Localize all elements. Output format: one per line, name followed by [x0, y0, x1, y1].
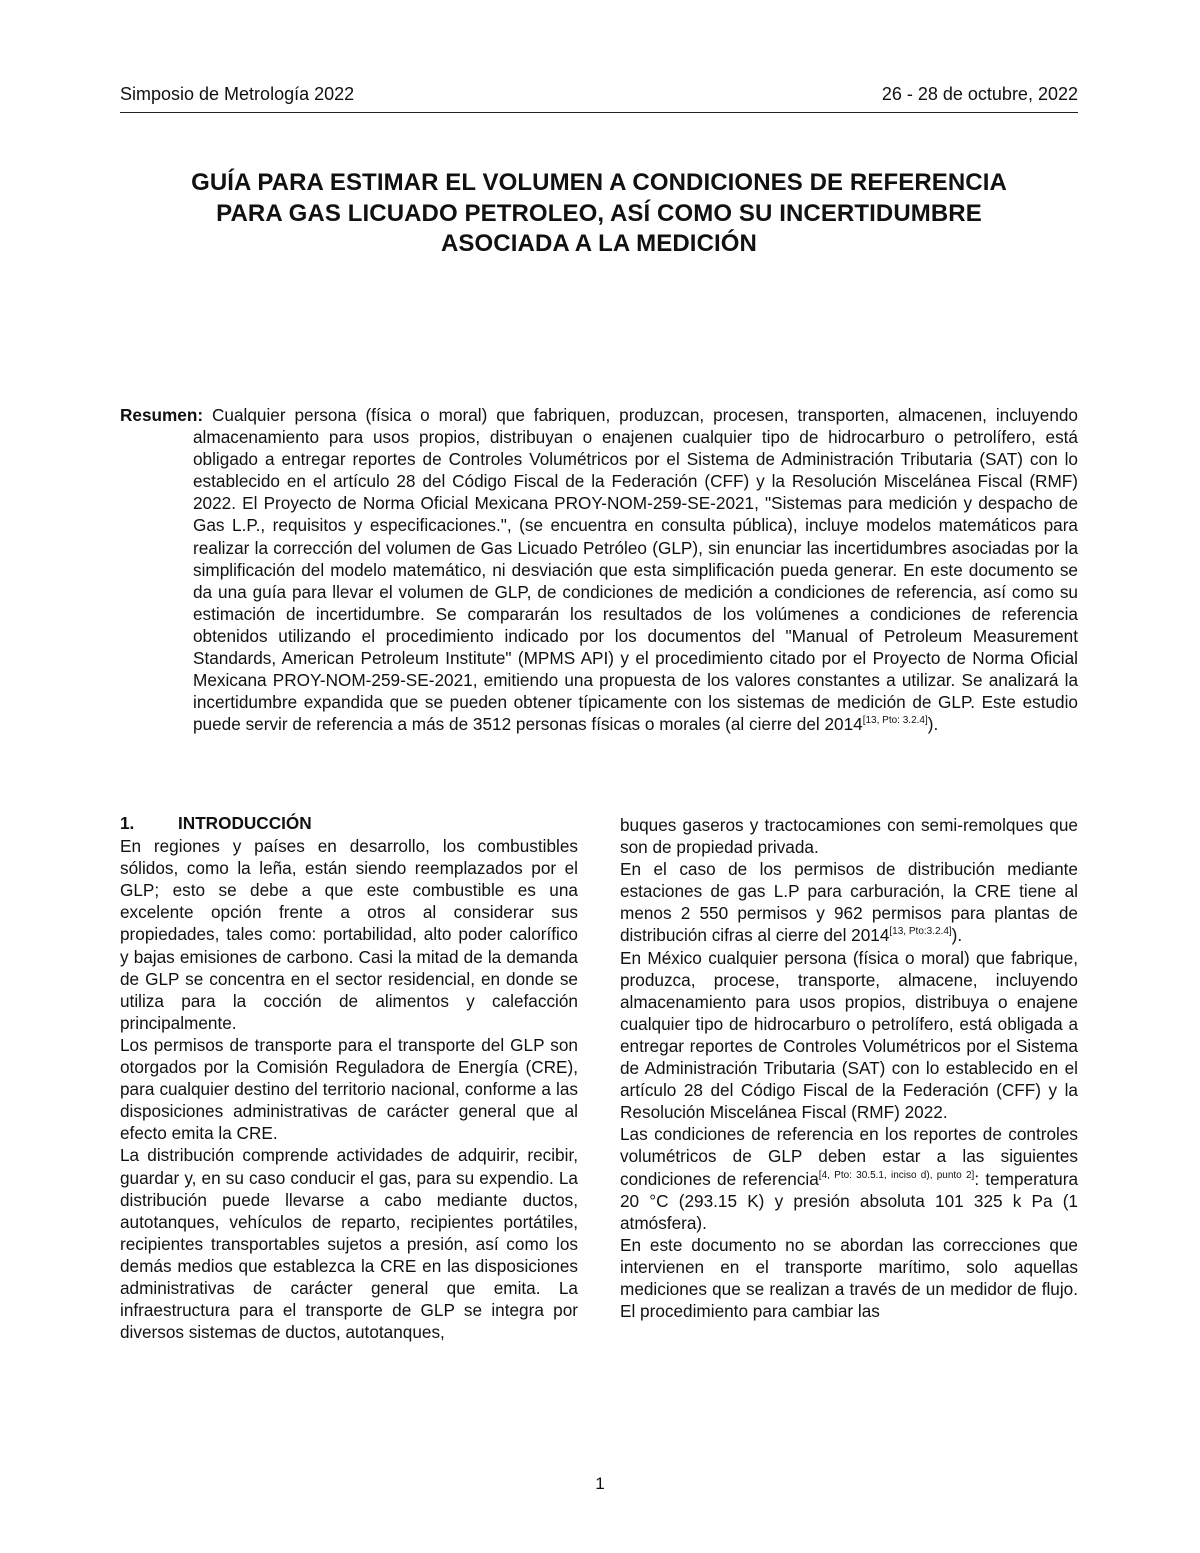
paragraph-text: Las condiciones de referencia en los reportes de controles volumétricos de GLP deben estar a las siguientes condiciones de referencia [620, 1124, 1078, 1189]
conference-name: Simposio de Metrología 2022 [120, 84, 355, 104]
paragraph: buques gaseros y tractocamiones con semi-remolques que son de propiedad privada. [620, 815, 1078, 858]
title-line-3: ASOCIADA A LA MEDICIÓN [441, 230, 757, 257]
paragraph: Los permisos de transporte para el transporte del GLP son otorgados por la Comisión Reguladora de Energía (CRE), para cualquier destino del territorio nacional, conforme a las disposiciones administrativas de carácter general que al efecto emita la CRE. [120, 1034, 578, 1144]
abstract-label: Resumen: [120, 405, 204, 425]
citation: [13, Pto:3.2.4] [889, 926, 952, 938]
paragraph: En este documento no se abordan las correcciones que intervienen en el transporte marítimo, solo aquellas mediciones que se realizan a través de un medidor de flujo. El procedimiento para cambiar las [620, 1234, 1078, 1322]
paragraph-tail: : temperatura 20 °C (293.15 K) y presión absoluta 101 325 k Pa (1 atmósfera). [620, 1168, 1079, 1233]
conference-dates: 26 - 28 de octubre, 2022 [881, 84, 1078, 104]
right-column [620, 814, 1078, 1322]
page-header [120, 84, 1078, 113]
paragraph: La distribución comprende actividades de adquirir, recibir, guardar y, en su caso conducir el gas, para su expendio. La distribución puede llevarse a cabo mediante ductos, autotanques, vehículos de reparto, recipientes portátiles, recipientes transportables sujetos a presión, así como los demás medios que establezca la CRE en las disposiciones administrativas de carácter general que emita. La infraestructura para el transporte de GLP se integra por diversos sistemas de ductos, autotanques, [120, 1145, 578, 1343]
section-number: 1. [120, 813, 135, 833]
paragraph-text: En el caso de los permisos de distribución mediante estaciones de gas L.P para carburación, la CRE tiene al menos 2 550 permisos y 962 permisos para plantas de distribución cifras al cierre del 2014 [620, 859, 1078, 946]
page-number: 1 [595, 1474, 605, 1493]
abstract-citation: [13, Pto: 3.2.4] [862, 715, 928, 727]
paragraph-tail: ). [951, 925, 963, 946]
left-column [120, 812, 578, 1343]
title-line-1: GUÍA PARA ESTIMAR EL VOLUMEN A CONDICIONES DE REFERENCIA [191, 169, 1007, 196]
section-heading [120, 812, 578, 834]
paragraph: En regiones y países en desarrollo, los combustibles sólidos, como la leña, están siendo reemplazados por el GLP; esto se debe a que este combustible es una excelente opción frente a otros al considerar sus propiedades, tales como: portabilidad, alto poder calorífico y bajas emisiones de carbono. Casi la mitad de la demanda de GLP se concentra en el sector residencial, en donde se utiliza para la cocción de alimentos y calefacción principalmente. [120, 836, 578, 1033]
abstract-tail: ). [927, 714, 939, 735]
paragraph: En México cualquier persona (física o moral) que fabrique, produzca, procese, transporte, almacene, incluyendo almacenamiento para usos propios, distribuya o enajene cualquier tipo de hidrocarburo o petrolífero, está obligada a entregar reportes de Controles Volumétricos por el Sistema de Administración Tributaria (SAT) con lo establecido en el artículo 28 del Código Fiscal de la Federación (CFF) y la Resolución Miscelánea Fiscal (RMF) 2022. [620, 947, 1078, 1123]
abstract [120, 404, 1078, 735]
paragraph [620, 858, 1078, 946]
abstract-text: Cualquier persona (física o moral) que fabriquen, produzcan, procesen, transporten, almacenen, incluyendo almacenamiento para usos propios, distribuyan o enajenen cualquier tipo de hidrocarburo o petrolífero, está obligado a entregar reportes de Controles Volumétricos por el Sistema de Administración Tributaria (SAT) con lo establecido en el artículo 28 del Código Fiscal de la Federación (CFF) y la Resolución Miscelánea Fiscal (RMF) 2022. El Proyecto de Norma Oficial Mexicana PROY-NOM-259-SE-2021, "Sistemas para medición y despacho de Gas L.P., requisitos y especificaciones.", (se encuentra en consulta pública), incluye modelos matemáticos para realizar la corrección del volumen de Gas Licuado Petróleo (GLP), sin enunciar las incertidumbres asociadas por la simplificación del modelo matemático, ni desviación que esta simplificación pueda generar. En este documento se da una guía para llevar el volumen de GLP, de condiciones de medición a condiciones de referencia, así como su estimación de incertidumbre. Se compararán los resultados de los volúmenes a condiciones de referencia obtenidos utilizando el procedimiento indicado por los documentos del "Manual of Petroleum Measurement Standards, American Petroleum Institute" (MPMS API) y el procedimiento citado por el Proyecto de Norma Oficial Mexicana PROY-NOM-259-SE-2021, emitiendo una propuesta de los valores constantes a utilizar. Se analizará la incertidumbre expandida que se pueden obtener típicamente con los sistemas de medición de GLP. Este estudio puede servir de referencia a más de 3512 personas físicas o morales (al cierre del 2014 [193, 405, 1078, 735]
paper-title [120, 168, 1078, 260]
citation: [4, Pto: 30.5.1, inciso d), punto 2] [818, 1169, 975, 1181]
section-title: INTRODUCCIÓN [178, 813, 312, 833]
paragraph [620, 1123, 1078, 1233]
title-line-2: PARA GAS LICUADO PETROLEO, ASÍ COMO SU INCERTIDUMBRE [216, 199, 982, 227]
